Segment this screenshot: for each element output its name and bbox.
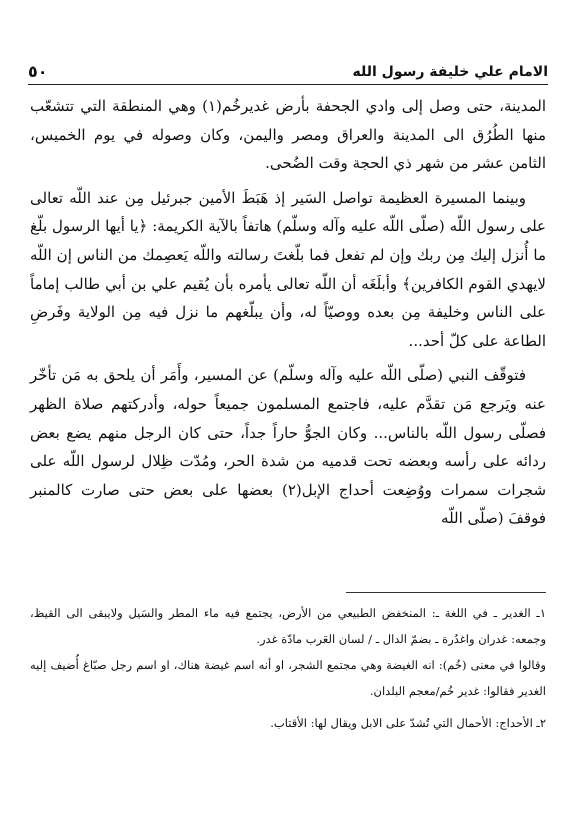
paragraph-2: وبينما المسيرة العظيمة تواصل السَير إذ هَبَطَ الأمين جبرئيل مِن عند اللّه تعالى على رسول اللّه (صلّى اللّه عليه وآله وسلّم) هاتفاً بالآية الكريمة: ﴿يا أيها الرسول بلّغ ما أُنزل إليك مِن ربك وإن لم تفعل فما بلّغتَ رسالته واللّه يَعصِمك من الناس إن اللّه لايهدي القوم الكافرين﴾ وأبلَغَه أن اللّه تعالى يأمره بأن يُقيم علي بن أبي طالب إماماً على الناس وخليفة مِن بعده ووصيّاً له، وأن يبلّغهم ما نزل فيه مِن الولاية وفَرضِ الطاعة على كلّ أحد... xyxy=(30,188,546,350)
footnote-separator xyxy=(346,592,546,593)
paragraph-3: فتوقّف النبي (صلّى اللّه عليه وآله وسلّم) عن المسير، وأَمَر أن يلحق به مَن تأخّر عنه ويَرجع مَن تقدَّم عليه، فاجتمع المسلمون جميعاً حوله، وأدركتهم صلاة الظهر فصلّى رسول اللّه بالناس... وكان الجوُّ حاراً جداً، حتى كان الرجل منهم يضع بعض ردائه على رأسه وبعضه تحت قدميه من شدة الحر، ومُدّت ظِلال لرسول اللّه على شجرات سمرات ووُضِعت أحداج الإبل(٢) بعضها على بعض حتى صارت كالمنبر فوقفَ (صلّى اللّه xyxy=(30,366,547,528)
page-header xyxy=(28,58,548,82)
footnotes xyxy=(30,600,546,736)
footnote-1: ١ـ الغدير ـ في اللغة ـ: المنخفض الطبيعي من الأرض، يجتمع فيه ماء المطر والسَيل ولايبقى الى القيظ، وجمعه: غدران واغدُرة ـ بضمّ الدال ـ / لسان العَرب مادّة غدر. xyxy=(30,606,546,646)
main-text xyxy=(30,92,546,539)
footnote-1-continued: وقالوا في معنى (خُم): انه الغيضة وهي مجتمع الشجر، او أنه اسم غيضة هناك، او اسم رجل صبّاغ أُضيف إليه الغدير فقالوا: غدير خُم/معجم البلدان. xyxy=(30,658,546,698)
running-title: الامام علي خليفة رسول الله xyxy=(352,64,548,80)
paragraph-1: المدينة، حتى وصل إلى وادي الجحفة بأرض غديرخُم(١) وهي المنطقة التي تتشعّب منها الطُرُق الى المدينة والعراق ومصر واليمن، وكان وصوله في يوم الخميس، الثامن عشر من شهر ذي الحجة وقت الضُحى. xyxy=(30,97,547,173)
header-rule xyxy=(28,84,548,85)
footnote-2: ٢ـ الأحداج: الأحمال التي تُشدّ على الابل ويقال لها: الأقتاب. xyxy=(270,716,546,730)
page-number: ٥٠ xyxy=(28,62,48,81)
